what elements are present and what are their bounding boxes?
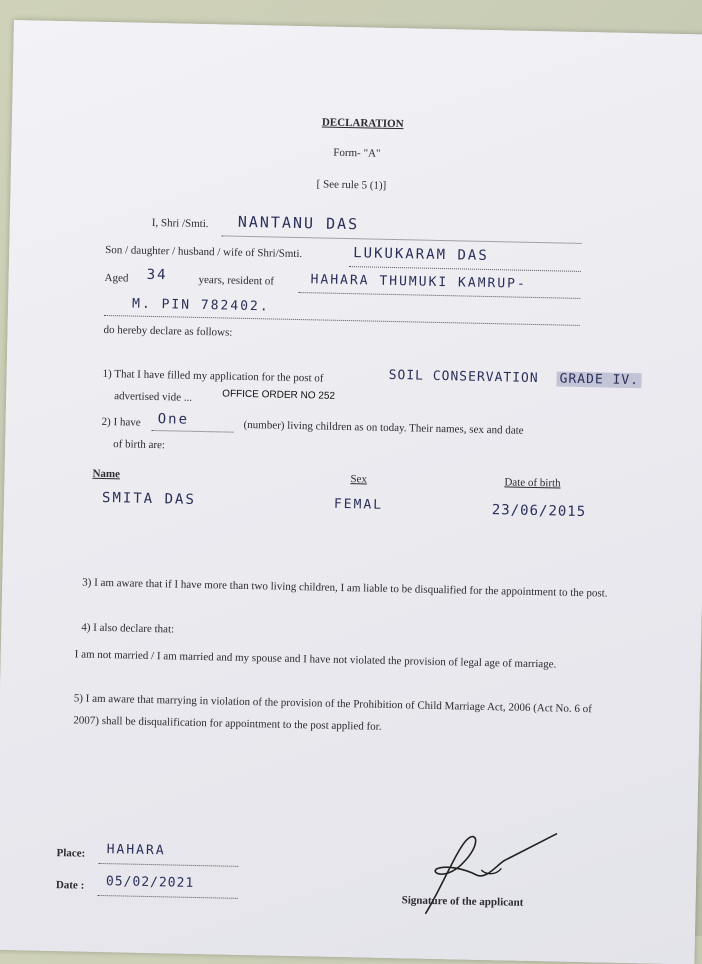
item2-text-2: of birth are: xyxy=(113,438,166,452)
residence-underline-2 xyxy=(104,314,580,326)
signature-label: Signature of the applicant xyxy=(401,894,524,909)
advertised-label: advertised vide ... xyxy=(114,390,193,404)
child-sex: FEMAL xyxy=(333,496,384,513)
relation-name: LUKUKARAM DAS xyxy=(353,245,489,264)
place-underline xyxy=(98,862,238,867)
place-label: Place: xyxy=(56,847,86,860)
col-header-sex: Sex xyxy=(350,473,368,486)
form-subtitle: Form- "A" xyxy=(333,146,381,160)
item4-text: 4) I also declare that: xyxy=(81,621,175,636)
child-dob: 23/06/2015 xyxy=(491,502,587,521)
item5-text: 5) I am aware that marrying in violation of the provision of the Prohibition of Child Marriage Act, 2006 (Act No. 6 of 2007) shall be disqualification for appointment to the post applied for. xyxy=(73,692,592,733)
shri-label: I, Shri /Smti. xyxy=(151,216,209,231)
declaration-form xyxy=(0,20,702,964)
declare-text: do hereby declare as follows: xyxy=(103,323,233,339)
post-grade: GRADE IV. xyxy=(556,371,642,388)
child-name: SMITA DAS xyxy=(101,489,197,508)
residence-underline xyxy=(298,291,580,299)
signature-icon xyxy=(385,818,567,932)
date-label: Date : xyxy=(55,879,85,892)
children-count: One xyxy=(157,411,190,428)
rule-reference: [ See rule 5 (1)] xyxy=(316,178,387,192)
residence-line-2: M. PIN 782402. xyxy=(131,296,270,315)
aged-label: Aged xyxy=(104,271,129,285)
relation-label: Son / daughter / husband / wife of Shri/Smti. xyxy=(105,243,303,261)
item1-text: 1) That I have filled my application for the post of xyxy=(102,367,324,385)
post-name: SOIL CONSERVATION xyxy=(388,367,539,387)
item2-text: (number) living children as on today. Their names, sex and date xyxy=(243,418,524,437)
item3-text: 3) I am aware that if I have more than two living children, I am liable to be disqualified for the appointment to the post. xyxy=(82,576,608,600)
age-value: 34 xyxy=(146,266,168,284)
marriage-text: I am not married / I am married and my spouse and I have not violated the provision of legal age of marriage. xyxy=(74,648,557,671)
item2-prefix: 2) I have xyxy=(101,415,141,429)
resident-label: years, resident of xyxy=(198,273,275,288)
relation-underline xyxy=(349,265,581,272)
place-value: HAHARA xyxy=(106,842,166,859)
date-value: 05/02/2021 xyxy=(105,874,195,891)
residence-line-1: HAHARA THUMUKI KAMRUP- xyxy=(310,272,527,292)
form-title: DECLARATION xyxy=(321,116,404,131)
date-underline xyxy=(98,894,238,899)
col-header-name: Name xyxy=(92,467,121,481)
col-header-dob: Date of birth xyxy=(504,476,561,490)
applicant-name: NANTANU DAS xyxy=(237,212,360,234)
office-order: OFFICE ORDER NO 252 xyxy=(222,388,336,402)
name-underline xyxy=(222,234,582,244)
count-underline xyxy=(151,429,233,433)
